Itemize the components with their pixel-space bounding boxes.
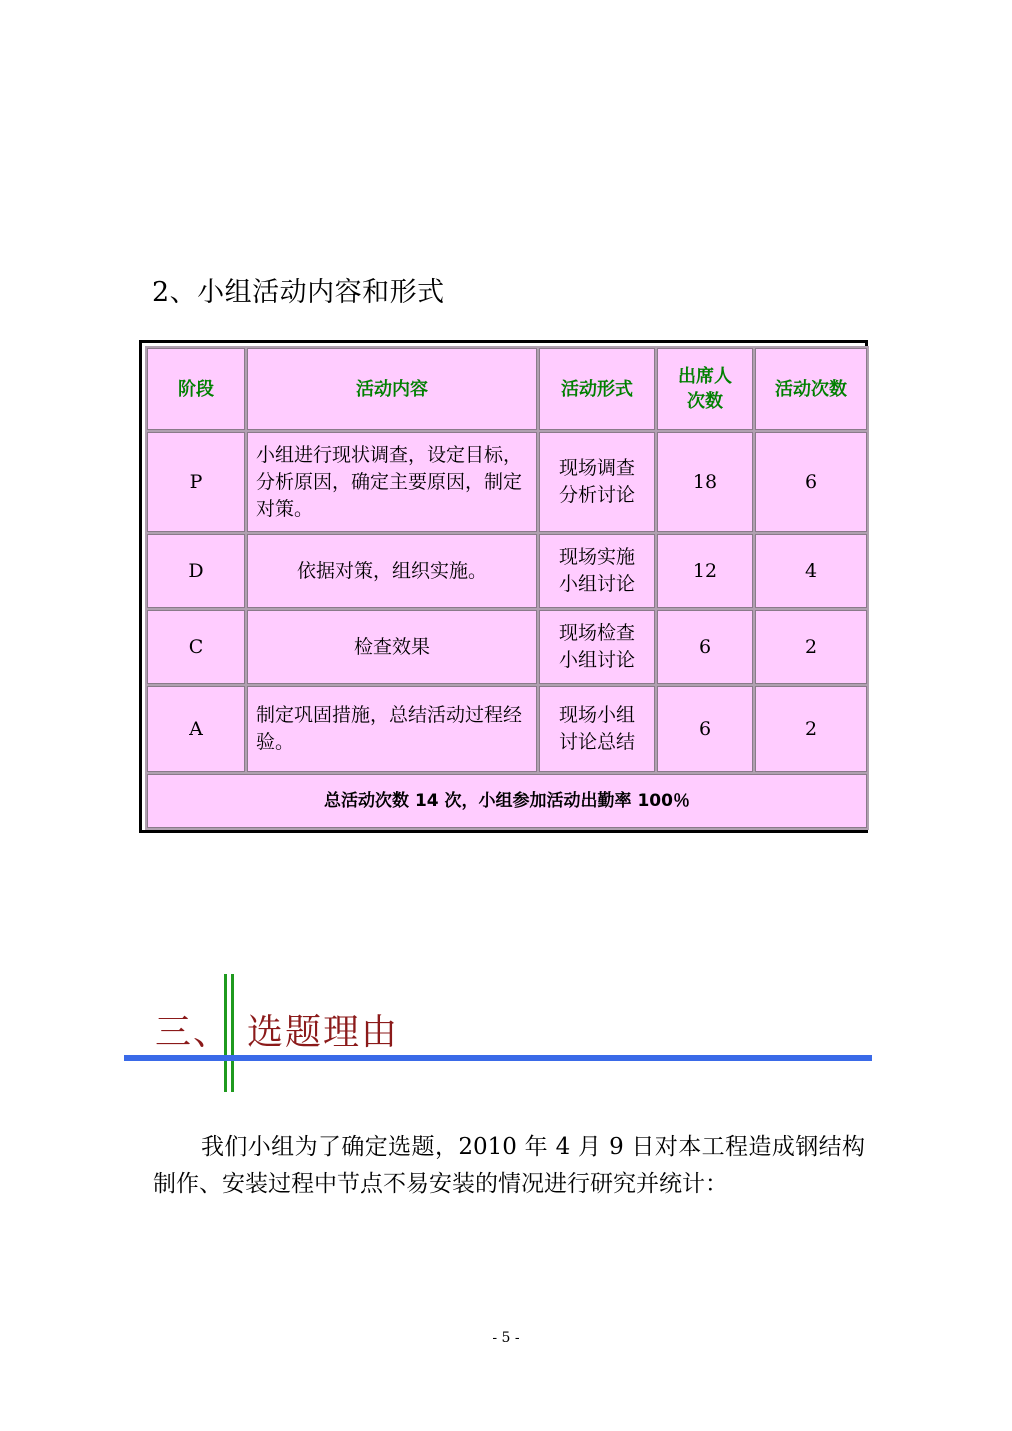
- header-phase: 阶段: [147, 348, 245, 430]
- cell-form-line2: 小组讨论: [558, 573, 635, 595]
- cell-form-line1: 现场实施: [558, 546, 635, 568]
- table-header-row: [147, 348, 867, 430]
- total-summary: 总活动次数 14 次，小组参加活动出勤率 100％: [147, 774, 867, 828]
- cell-form-line2: 讨论总结: [558, 731, 635, 753]
- table-row: [147, 432, 867, 532]
- cell-form-line2: 小组讨论: [558, 649, 635, 671]
- table-row: [147, 610, 867, 684]
- cell-form: [539, 432, 655, 532]
- header-attendance: [657, 348, 753, 430]
- body-paragraph: 我们小组为了确定选题，2010 年 4 月 9 日对本工程造成钢结构制作、安装过程中节点不易安装的情况进行研究并统计：: [153, 1134, 865, 1197]
- chapter-number: 三、: [155, 1012, 232, 1053]
- header-content: 活动内容: [247, 348, 537, 430]
- cell-count: 2: [755, 610, 867, 684]
- page-number: - 5 -: [492, 1330, 520, 1346]
- section-title: 2、小组活动内容和形式: [152, 277, 445, 308]
- cell-content: 依据对策，组织实施。: [247, 534, 537, 608]
- cell-form: [539, 610, 655, 684]
- header-attendance-line2: 次数: [687, 391, 723, 412]
- cell-content: 制定巩固措施，总结活动过程经验。: [247, 686, 537, 772]
- cell-count: 2: [755, 686, 867, 772]
- cell-content: 检查效果: [247, 610, 537, 684]
- cell-form-line2: 分析讨论: [558, 484, 635, 506]
- chapter-title: 选题理由: [247, 1012, 400, 1053]
- cell-form: [539, 534, 655, 608]
- cell-attendance: 6: [657, 686, 753, 772]
- cell-attendance: 12: [657, 534, 753, 608]
- cell-attendance: 6: [657, 610, 753, 684]
- table-total-row: [147, 774, 867, 828]
- cell-count: 4: [755, 534, 867, 608]
- cell-content: 小组进行现状调查，设定目标，分析原因，确定主要原因，制定对策。: [247, 432, 537, 532]
- cell-phase: P: [147, 432, 245, 532]
- cell-attendance: 18: [657, 432, 753, 532]
- cell-form-line1: 现场小组: [558, 704, 635, 726]
- header-count: 活动次数: [755, 348, 867, 430]
- cell-count: 6: [755, 432, 867, 532]
- activity-table: [145, 346, 869, 830]
- header-attendance-line1: 出席人: [678, 366, 732, 387]
- cell-form: [539, 686, 655, 772]
- cell-form-line1: 现场调查: [558, 457, 635, 479]
- table-row: [147, 686, 867, 772]
- cell-phase: C: [147, 610, 245, 684]
- cell-phase: A: [147, 686, 245, 772]
- chapter-heading: [155, 1004, 399, 1055]
- cell-phase: D: [147, 534, 245, 608]
- cell-form-line1: 现场检查: [558, 622, 635, 644]
- table-row: [147, 534, 867, 608]
- heading-underline: [124, 1055, 872, 1061]
- header-form: 活动形式: [539, 348, 655, 430]
- activity-table-frame: [139, 340, 868, 833]
